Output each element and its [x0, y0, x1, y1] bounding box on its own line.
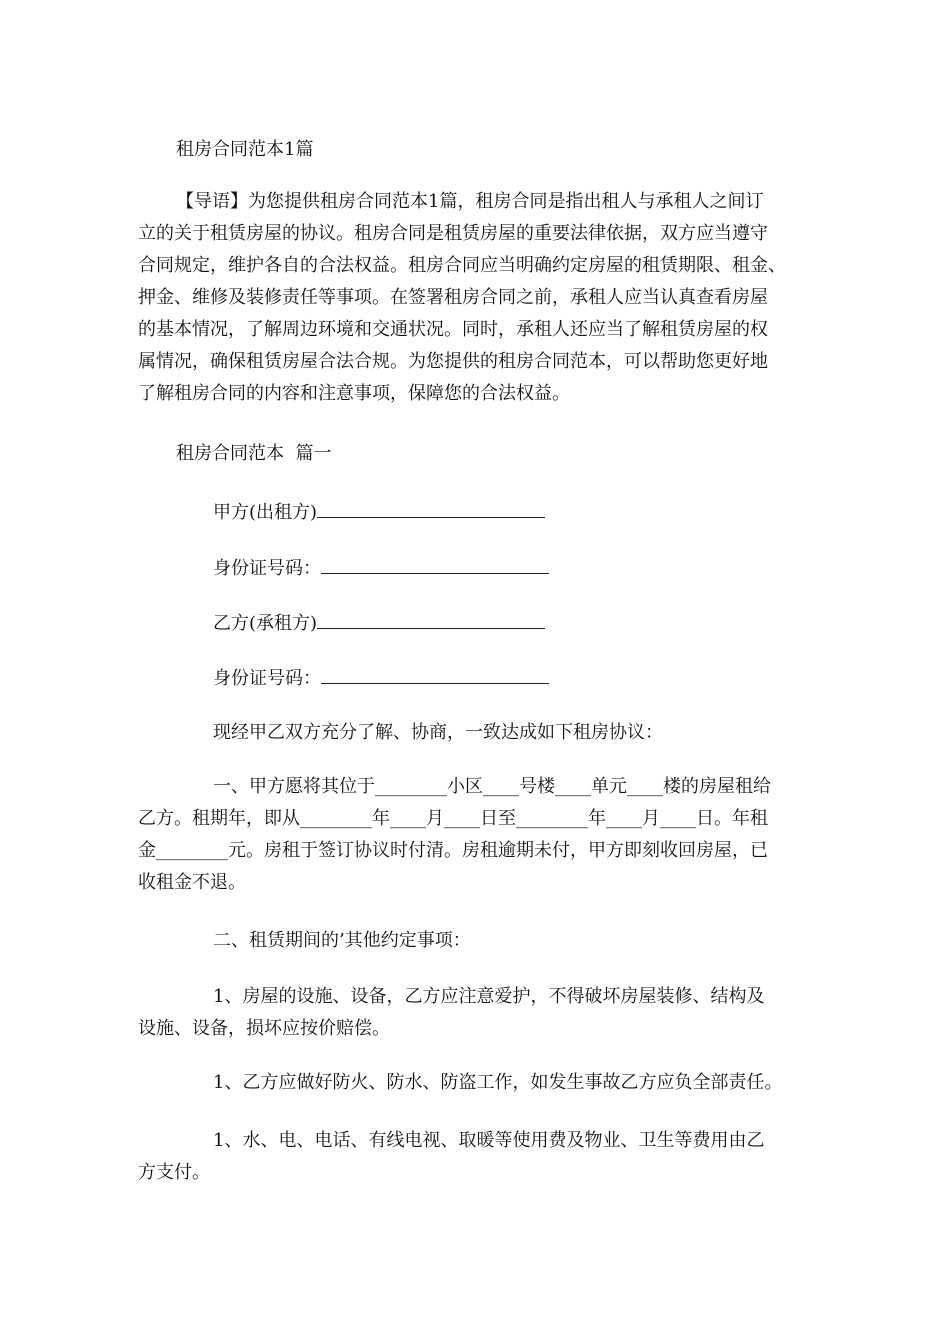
- section-title: 租房合同范本 篇一: [176, 443, 332, 464]
- id-label-1: 身份证号码：: [213, 558, 321, 579]
- clause-1-line: 收租金不退。: [138, 872, 246, 893]
- intro-line: 合同规定，维护各自的合法权益。租房合同应当明确约定房屋的租赁期限、租金、: [138, 255, 786, 276]
- id-row-2: [213, 665, 549, 691]
- item-3: [138, 1125, 818, 1189]
- clause-1: [138, 771, 818, 899]
- clause-2-title: 二、租赁期间的’其他约定事项：: [213, 930, 471, 951]
- id-label-2: 身份证号码：: [213, 668, 321, 689]
- party-a-row: [213, 499, 545, 525]
- intro-line: 属情况，确保租赁房屋合法合规。为您提供的租房合同范本，可以帮助您更好地: [138, 351, 768, 372]
- item-1-line: 1、房屋的设施、设备，乙方应注意爱护，不得破坏房屋装修、结构及: [213, 986, 765, 1007]
- id-row-1: [213, 555, 549, 581]
- party-b-row: [213, 610, 545, 636]
- intro-line: 押金、维修及装修责任等事项。在签署租房合同之前，承租人应当认真查看房屋: [138, 287, 768, 308]
- id-blank-2: [321, 665, 549, 684]
- agreement-intro: 现经甲乙双方充分了解、协商，一致达成如下租房协议：: [213, 722, 663, 743]
- clause-1-line: 金________元。房租于签订协议时付清。房租逾期未付，甲方即刻收回房屋，已: [138, 840, 768, 861]
- document-title: 租房合同范本1篇: [176, 139, 314, 160]
- party-b-label: 乙方(承租方): [213, 613, 318, 634]
- item-3-line: 方支付。: [138, 1162, 210, 1183]
- clause-1-line: 一、甲方愿将其位于________小区____号楼____单元____楼的房屋租给: [213, 776, 771, 797]
- intro-paragraph: [138, 186, 818, 410]
- item-1-line: 设施、设备，损坏应按价赔偿。: [138, 1018, 390, 1039]
- intro-line: 【导语】为您提供租房合同范本1篇，租房合同是指出租人与承租人之间订: [176, 191, 764, 212]
- clause-1-line: 乙方。租期年，即从________年____月____日至________年____月____日。年租: [138, 808, 768, 829]
- party-b-blank: [317, 610, 545, 629]
- party-a-blank: [317, 499, 545, 518]
- intro-line: 了解租房合同的内容和注意事项，保障您的合法权益。: [138, 383, 570, 404]
- intro-line: 立的关于租赁房屋的协议。租房合同是租赁房屋的重要法律依据，双方应当遵守: [138, 223, 768, 244]
- item-2: 1、乙方应做好防火、防水、防盗工作，如发生事故乙方应负全部责任。: [213, 1072, 783, 1093]
- item-3-line: 1、水、电、电话、有线电视、取暖等使用费及物业、卫生等费用由乙: [213, 1130, 765, 1151]
- intro-line: 的基本情况，了解周边环境和交通状况。同时，承租人还应当了解租赁房屋的权: [138, 319, 768, 340]
- item-1: [138, 981, 818, 1045]
- id-blank-1: [321, 555, 549, 574]
- party-a-label: 甲方(出租方): [213, 502, 318, 523]
